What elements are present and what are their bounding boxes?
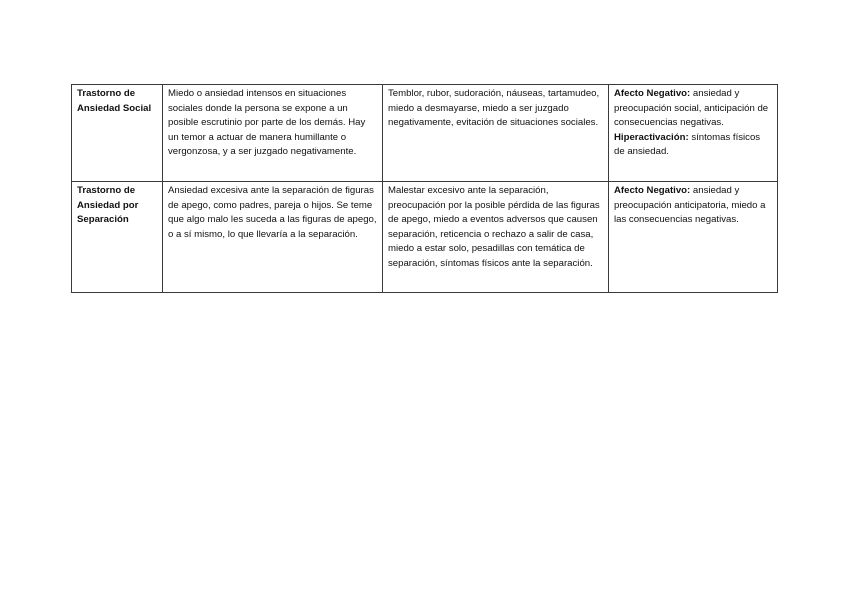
disorders-table xyxy=(71,84,778,293)
symptoms-cell: Malestar excesivo ante la separación, preocupación por la posible pérdida de las figuras de apego, miedo a eventos adversos que causen separación, reticencia o rechazo a salir de casa, miedo a estar solo, pesadillas con temática de separación, síntomas físicos ante la separación. xyxy=(383,182,609,293)
symptoms-cell: Temblor, rubor, sudoración, náuseas, tartamudeo, miedo a desmayarse, miedo a ser juzgado negativamente, evitación de situaciones sociales. xyxy=(383,85,609,182)
disorder-name-cell: Trastorno de Ansiedad por Separación xyxy=(72,182,163,293)
affect-text: síntomas físicos de ansiedad. xyxy=(614,131,761,158)
affect-label: Afecto Negativo: xyxy=(614,88,691,99)
disorder-name-cell: Trastorno de Ansiedad Social xyxy=(72,85,163,182)
affect-cell xyxy=(609,85,778,182)
description-cell: Miedo o ansiedad intensos en situaciones sociales donde la persona se expone a un posible escrutinio por parte de los demás. Hay un temor a actuar de manera humillante o vergonzosa, y a ser juzgado negativamente. xyxy=(163,85,383,182)
description-cell: Ansiedad excesiva ante la separación de figuras de apego, como padres, pareja o hijos. Se teme que algo malo les suceda a las figuras de apego, o a sí mismo, lo que llevaría a la separación. xyxy=(163,182,383,293)
table-row xyxy=(72,85,778,182)
affect-text: ansiedad y preocupación social, anticipación de consecuencias negativas. xyxy=(614,88,769,129)
affect-label: Hiperactivación: xyxy=(614,131,689,143)
affect-cell xyxy=(609,182,778,293)
table-row xyxy=(72,182,778,293)
affect-label: Afecto Negativo: xyxy=(614,185,691,196)
affect-text: ansiedad y preocupación anticipatoria, miedo a las consecuencias negativas. xyxy=(614,185,766,226)
